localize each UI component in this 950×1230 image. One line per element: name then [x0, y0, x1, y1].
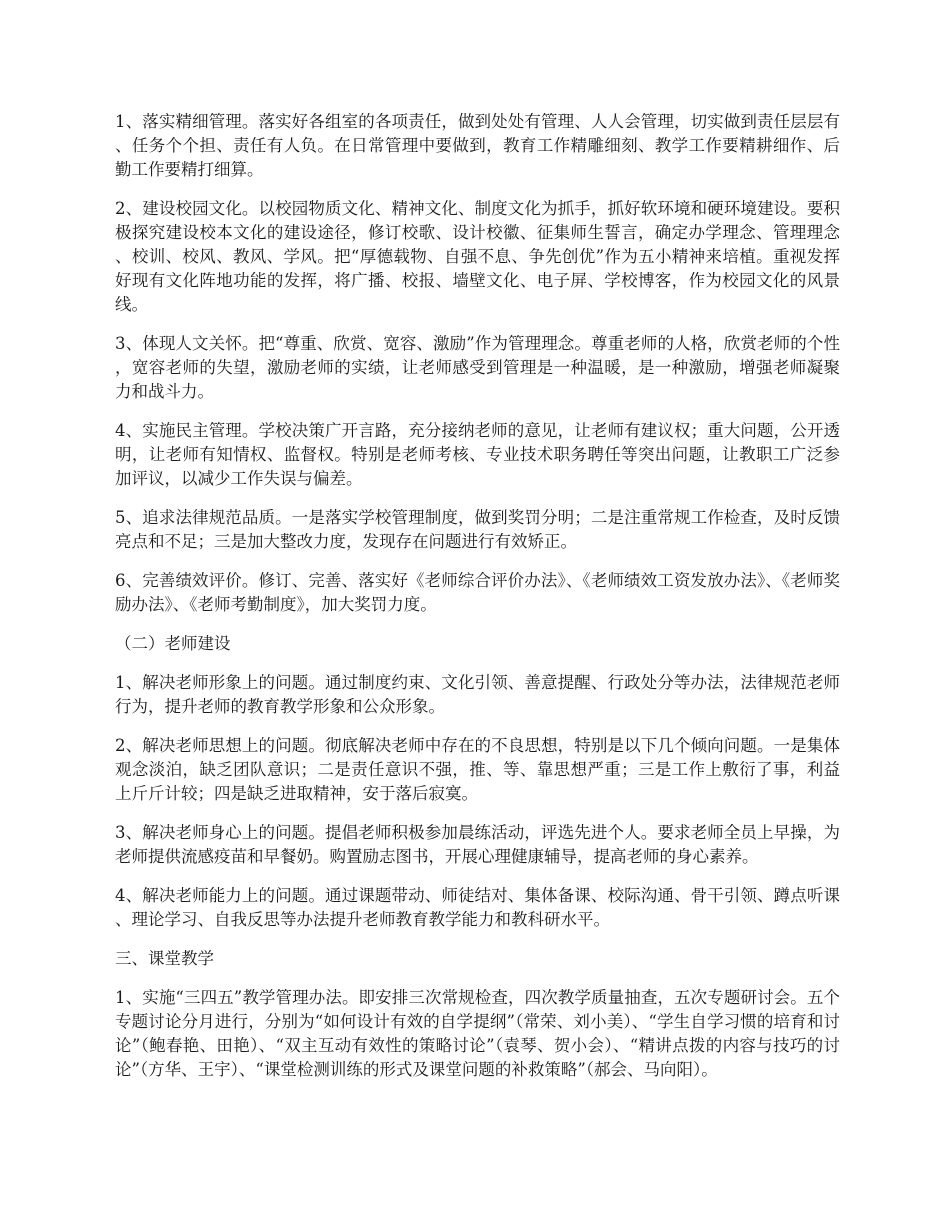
paragraph-campus-culture: 2、建设校园文化。以校园物质文化、精神文化、制度文化为抓手，抓好软环境和硬环境建设。要积极探究建设校本文化的建设途径，修订校歌、设计校徽、征集师生誓言，确定办学理念、管理理念、校训、校风、教风、学风。把“厚德载物、自强不息、争先创优”作为五小精神来培植。重视发挥好现有文化阵地功能的发挥，将广播、校报、墙壁文化、电子屏、学校博客，作为校园文化的风景线。 [115, 199, 840, 314]
paragraph-teaching-method: 1、实施“三四五”教学管理办法。即安排三次常规检查，四次教学质量抽查，五次专题研讨会。五个专题讨论分月进行，分别为“如何设计有效的自学提纲”（常荣、刘小美）、“学生自学习惯的培育和讨论”（鲍春艳、田艳）、“双主互动有效性的策略讨论”（袁琴、贺小会）、“精讲点拨的内容与技巧的讨论”（方华、王宇）、“课堂检测训练的形式及课堂问题的补救策略”（郝会、马向阳）。 [115, 988, 840, 1079]
paragraph-teacher-ability: 4、解决老师能力上的问题。通过课题带动、师徒结对、集体备课、校际沟通、骨干引领、蹲点听课、理论学习、自我反思等办法提升老师教育教学能力和教科研水平。 [115, 886, 840, 929]
paragraph-teacher-health: 3、解决老师身心上的问题。提倡老师积极参加晨练活动，评选先进个人。要求老师全员上早操，为老师提供流感疫苗和早餐奶。购置励志图书，开展心理健康辅导，提高老师的身心素养。 [115, 823, 840, 866]
document-body [115, 110, 840, 1097]
section-heading-teacher-building: （二）老师建设 [115, 634, 231, 653]
paragraph-humanistic-care: 3、体现人文关怀。把“尊重、欣赏、宽容、激励”作为管理理念。尊重老师的人格，欣赏老师的个性，宽容老师的失望，激励老师的实绩，让老师感受到管理是一种温暖，是一种激励，增强老师凝聚力和战斗力。 [115, 334, 840, 401]
paragraph-legal-norms: 5、追求法律规范品质。一是落实学校管理制度，做到奖罚分明；二是注重常规工作检查，及时反馈亮点和不足；三是加大整改力度，发现存在问题进行有效矫正。 [115, 508, 840, 551]
paragraph-performance-evaluation: 6、完善绩效评价。修订、完善、落实好《老师综合评价办法》、《老师绩效工资发放办法》、《老师奖励办法》、《老师考勤制度》，加大奖罚力度。 [115, 571, 840, 614]
paragraph-teacher-image: 1、解决老师形象上的问题。通过制度约束、文化引领、善意提醒、行政处分等办法，法律规范老师行为，提升老师的教育教学形象和公众形象。 [115, 673, 840, 716]
paragraph-management-refinement: 1、落实精细管理。落实好各组室的各项责任，做到处处有管理、人人会管理，切实做到责任层层有、任务个个担、责任有人负。在日常管理中要做到，教育工作精雕细刻、教学工作要精耕细作、后勤工作要精打细算。 [115, 112, 840, 179]
section-heading-classroom-teaching: 三、课堂教学 [115, 949, 214, 968]
paragraph-teacher-thinking: 2、解决老师思想上的问题。彻底解决老师中存在的不良思想，特别是以下几个倾向问题。一是集体观念淡泊，缺乏团队意识；二是责任意识不强，推、等、靠思想严重；三是工作上敷衍了事，利益上斤斤计较；四是缺乏进取精神，安于落后寂寞。 [115, 736, 840, 803]
paragraph-democratic-management: 4、实施民主管理。学校决策广开言路，充分接纳老师的意见，让老师有建议权；重大问题，公开透明，让老师有知情权、监督权。特别是老师考核、专业技术职务聘任等突出问题，让教职工广泛参加评议，以减少工作失误与偏差。 [115, 421, 840, 488]
